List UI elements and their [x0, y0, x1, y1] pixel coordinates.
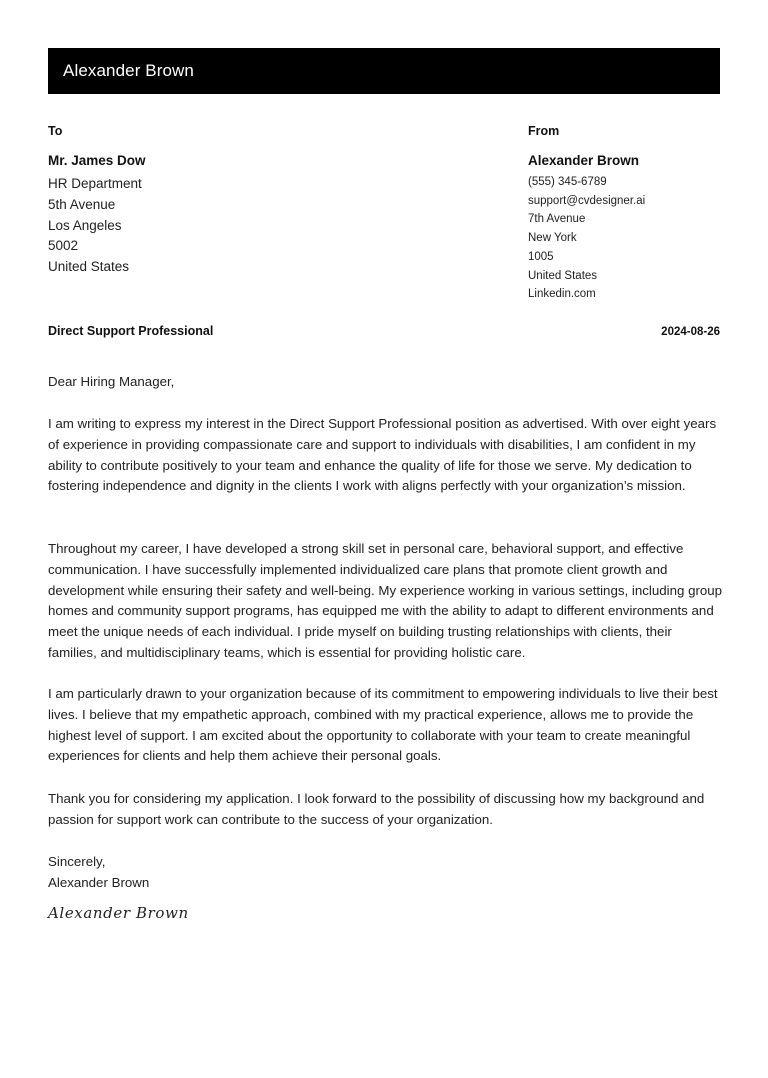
- sender-country: United States: [528, 269, 598, 282]
- from-label: From: [528, 124, 560, 138]
- letter-paragraph-1: I am writing to express my interest in the Direct Support Professional position as advertised. With over eight years of experience in providing compassionate care and support to individuals with disabilities, I am confident in my ability to contribute positively to your team and enhance the quality of life for those we serve. My dedication to fostering independence and dignity in the clients I work with aligns perfectly with your organization’s mission.: [48, 416, 717, 494]
- letter-subject: Direct Support Professional: [48, 324, 214, 338]
- letter-paragraph-3: I am particularly drawn to your organization because of its commitment to empowering individuals to live their best lives. I believe that my empathetic approach, combined with my practical experience, allows me to provide the highest level of support. I am excited about the opportunity to collaborate with your team to create meaningful experiences for clients and help them achieve their personal goals.: [48, 686, 718, 764]
- letter-closing-name: Alexander Brown: [48, 875, 150, 890]
- letter-paragraph-2: Throughout my career, I have developed a strong skill set in personal care, behavioral support, and effective communication. I have successfully implemented individualized care plans that promote client growth and development while ensuring their safety and well-being. My experience working in various settings, including group homes and community support programs, has equipped me with the ability to adapt to different environments and meet the unique needs of each individual. I pride myself on building trusting relationships with clients, their families, and multidisciplinary teams, which is essential for providing holistic care.: [48, 541, 723, 660]
- letter-paragraph-4: Thank you for considering my application. I look forward to the possibility of discussing how my background and passion for support work can contribute to the success of your organization.: [48, 791, 705, 827]
- sender-name: Alexander Brown: [528, 153, 640, 168]
- sender-city: New York: [528, 232, 577, 245]
- letter-closing: Sincerely,: [48, 854, 106, 869]
- sender-block: [528, 152, 718, 304]
- recipient-block: [48, 152, 348, 278]
- header-name: Alexander Brown: [63, 61, 194, 80]
- sender-street: 7th Avenue: [528, 213, 586, 226]
- letter-date: 2024-08-26: [661, 326, 720, 338]
- sender-postal-code: 1005: [528, 250, 554, 263]
- recipient-postal-code: 5002: [48, 238, 79, 254]
- recipient-country: United States: [48, 259, 130, 275]
- header-bar: [48, 48, 720, 94]
- recipient-city: Los Angeles: [48, 217, 122, 233]
- sender-phone: (555) 345-6789: [528, 176, 607, 188]
- recipient-street: 5th Avenue: [48, 196, 116, 212]
- letter-greeting: Dear Hiring Manager,: [48, 374, 175, 389]
- sender-linkedin: Linkedin.com: [528, 288, 596, 301]
- handwritten-signature: Alexander Brown: [48, 904, 189, 922]
- sender-email: support@cvdesigner.ai: [528, 194, 646, 207]
- recipient-department: HR Department: [48, 176, 142, 191]
- subject-row: [48, 324, 720, 338]
- to-label: To: [48, 124, 63, 138]
- recipient-name: Mr. James Dow: [48, 153, 146, 168]
